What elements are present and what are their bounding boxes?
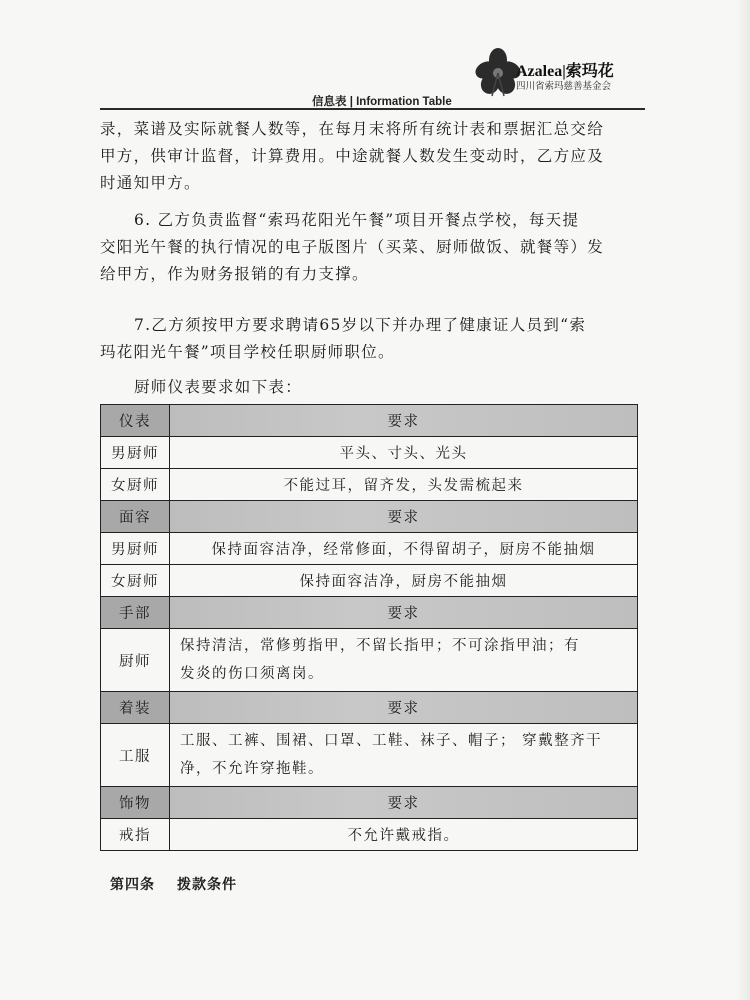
row-value [170, 724, 638, 787]
table-row [101, 724, 638, 787]
scan-edge-shadow [736, 0, 750, 1000]
logo-cn: 索玛花 [565, 63, 614, 80]
row-value-line: 发炎的伤口须离岗。 [180, 666, 324, 682]
paragraph-3 [100, 312, 648, 366]
table-category-row [101, 692, 638, 724]
header-title: 信息表 | Information Table [312, 96, 452, 108]
category-header: 要求 [170, 405, 638, 437]
table-row [101, 819, 638, 851]
row-value: 保持面容洁净，厨房不能抽烟 [170, 565, 638, 597]
category-header: 要求 [170, 692, 638, 724]
category-label: 着装 [101, 692, 170, 724]
row-value-line: 工服、工裤、围裙、口罩、工鞋、袜子、帽子； 穿戴整齐干 [180, 733, 603, 749]
table-intro [100, 374, 648, 401]
row-value: 保持面容洁净，经常修面，不得留胡子，厨房不能抽烟 [170, 533, 638, 565]
logo-wordmark: Azalea|索玛花 [516, 63, 614, 80]
paragraph-2 [100, 207, 648, 288]
paragraph-line: 时通知甲方。 [100, 174, 201, 192]
table-category-row [101, 405, 638, 437]
category-label: 饰物 [101, 787, 170, 819]
paragraph-line: 甲方，供审计监督，计算费用。中途就餐人数发生变动时，乙方应及 [100, 147, 605, 165]
row-value-line: 净，不允许穿拖鞋。 [180, 761, 324, 777]
row-label: 工服 [101, 724, 170, 787]
table-row [101, 629, 638, 692]
row-label: 女厨师 [101, 565, 170, 597]
row-value: 平头、寸头、光头 [170, 437, 638, 469]
paragraph-1 [100, 116, 648, 197]
row-label: 男厨师 [101, 437, 170, 469]
paragraph-line: 6. 乙方负责监督“索玛花阳光午餐”项目开餐点学校，每天提 [134, 211, 580, 229]
row-label: 男厨师 [101, 533, 170, 565]
paragraph-line: 给甲方，作为财务报销的有力支撑。 [100, 265, 369, 283]
chef-appearance-table [100, 404, 638, 851]
row-value: 不能过耳，留齐发，头发需梳起来 [170, 469, 638, 501]
paragraph-line: 玛花阳光午餐”项目学校任职厨师职位。 [100, 343, 395, 361]
section-title: 拨款条件 [177, 877, 237, 893]
category-header: 要求 [170, 597, 638, 629]
table-row [101, 565, 638, 597]
logo-en: Azalea [516, 63, 563, 80]
row-value-line: 保持清洁，常修剪指甲，不留长指甲；不可涂指甲油；有 [180, 638, 580, 654]
section-heading [110, 874, 237, 894]
section-number: 第四条 [110, 877, 155, 893]
row-value: 不允许戴戒指。 [170, 819, 638, 851]
row-label: 戒指 [101, 819, 170, 851]
category-label: 面容 [101, 501, 170, 533]
table-category-row [101, 787, 638, 819]
category-label: 仪表 [101, 405, 170, 437]
table-row [101, 469, 638, 501]
paragraph-line: 交阳光午餐的执行情况的电子版图片（买菜、厨师做饭、就餐等）发 [100, 238, 605, 256]
foundation-logo [472, 40, 632, 104]
row-value [170, 629, 638, 692]
row-label: 女厨师 [101, 469, 170, 501]
paragraph-line: 录，菜谱及实际就餐人数等，在每月末将所有统计表和票据汇总交给 [100, 120, 605, 138]
table-category-row [101, 501, 638, 533]
header-divider [100, 108, 645, 110]
category-header: 要求 [170, 501, 638, 533]
table-row [101, 533, 638, 565]
category-label: 手部 [101, 597, 170, 629]
row-label: 厨师 [101, 629, 170, 692]
paragraph-line: 7.乙方须按甲方要求聘请65岁以下并办理了健康证人员到“索 [134, 316, 587, 334]
category-header: 要求 [170, 787, 638, 819]
table-category-row [101, 597, 638, 629]
table-row [101, 437, 638, 469]
org-name: 四川省索玛慈善基金会 [516, 81, 612, 92]
paragraph-line: 厨师仪表要求如下表： [134, 378, 303, 396]
